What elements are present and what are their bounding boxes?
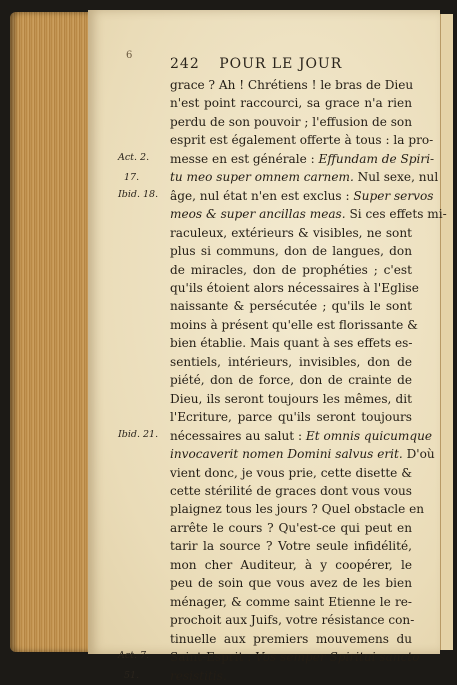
text-run: plus si communs, don de langues, don bbox=[170, 244, 412, 259]
margin-note: Act. 2. bbox=[118, 151, 150, 163]
text-run: Saint-Esprit : bbox=[170, 650, 256, 665]
text-run: sentiels, intérieurs, invisibles, don de bbox=[170, 354, 412, 369]
text-run: tinuelle aux premiers mouvemens du bbox=[170, 631, 412, 646]
text-run: arrête le cours ? Qu'est-ce qui peut en bbox=[170, 520, 412, 535]
page-number: 242 bbox=[170, 56, 200, 72]
text-line bbox=[170, 316, 418, 334]
text-run: tarir la source ? Votre seule infidélité, bbox=[170, 539, 412, 554]
text-run: moins à présent qu'elle est florissante & bbox=[170, 317, 418, 332]
latin-quote: tu meo super omnem carnem. bbox=[170, 170, 354, 185]
text-line bbox=[170, 150, 435, 168]
text-run: qu'ils étoient alors nécessaires à l'Eglise bbox=[170, 280, 419, 295]
text-line bbox=[170, 464, 412, 482]
text-run: bien établie. Mais quant à ses effets es- bbox=[170, 336, 413, 351]
text-line bbox=[170, 482, 412, 500]
running-title: POUR LE JOUR bbox=[219, 56, 343, 72]
text-line bbox=[170, 500, 425, 518]
text-run: l'Ecriture, parce qu'ils seront toujours bbox=[170, 410, 412, 425]
margin-note: Act. 7. bbox=[118, 649, 150, 661]
text-run: âge, nul état n'en est exclus : bbox=[170, 188, 354, 203]
latin-quote: Effundam de Spiri- bbox=[318, 151, 435, 166]
text-line bbox=[170, 94, 412, 112]
latin-quote: Super servos bbox=[353, 188, 434, 203]
text-line bbox=[170, 667, 412, 685]
text-run: vient donc, je vous prie, cette disette & bbox=[170, 465, 412, 480]
text-run: Si ces effets mi- bbox=[345, 207, 447, 222]
margin-note: 51. bbox=[124, 670, 140, 682]
text-line bbox=[170, 574, 412, 592]
text-line bbox=[170, 297, 412, 315]
text-run: grace ? Ah ! Chrétiens ! le bras de Dieu bbox=[170, 78, 414, 92]
text-run: prochoit aux Juifs, votre résistance con- bbox=[170, 613, 415, 628]
text-line bbox=[170, 205, 447, 223]
margin-note: Ibid. 21. bbox=[118, 428, 159, 440]
text-line bbox=[170, 334, 412, 352]
text-line bbox=[170, 427, 433, 445]
latin-quote: Vos semper Spiritui sancto bbox=[255, 650, 420, 665]
text-run: n'est point raccourci, sa grace n'a rien bbox=[170, 96, 412, 111]
text-run: plaignez tous les jours ? Quel obstacle en bbox=[170, 502, 425, 517]
text-run: cette stérilité de graces dont vous vous bbox=[170, 483, 412, 498]
text-run: D'où bbox=[402, 447, 435, 462]
text-run: de miracles, don de prophéties ; c'est bbox=[170, 262, 412, 277]
facing-page-edge bbox=[440, 14, 453, 650]
page-header bbox=[170, 56, 410, 72]
text-line bbox=[170, 261, 412, 279]
text-line bbox=[170, 279, 419, 297]
text-run: perdu de son pouvoir ; l'effusion de son bbox=[170, 114, 412, 129]
text-run: piété, don de force, don de crainte de bbox=[170, 373, 412, 388]
text-line bbox=[170, 353, 412, 371]
text-line bbox=[170, 593, 412, 611]
margin-note: Ibid. 18. bbox=[118, 188, 159, 200]
page-edges bbox=[10, 12, 92, 652]
body-text bbox=[170, 76, 447, 685]
text-line bbox=[170, 519, 412, 537]
text-run: Nul sexe, nul bbox=[353, 170, 439, 185]
text-line bbox=[170, 408, 412, 426]
latin-quote: Et omnis quicumque bbox=[305, 428, 433, 443]
text-line bbox=[170, 224, 412, 242]
text-line bbox=[170, 390, 412, 408]
text-run: nécessaires au salut : bbox=[170, 428, 306, 443]
latin-quote: invocaverit nomen Domini salvus erit. bbox=[170, 447, 403, 462]
text-line bbox=[170, 168, 439, 186]
text-run: Dieu, ils seront toujours les mêmes, dit bbox=[170, 391, 412, 406]
text-line bbox=[170, 611, 415, 629]
text-line bbox=[170, 630, 412, 648]
text-line bbox=[170, 537, 412, 555]
text-line bbox=[170, 187, 434, 205]
text-line bbox=[170, 371, 412, 389]
latin-quote: meos & super ancillas meas. bbox=[170, 207, 346, 222]
text-line bbox=[170, 556, 412, 574]
text-line bbox=[170, 131, 434, 149]
text-line bbox=[170, 113, 412, 131]
text-run: messe en est générale : bbox=[170, 151, 319, 166]
margin-note: 17. bbox=[124, 172, 140, 184]
text-run: naissante & persécutée ; qu'ils le sont bbox=[170, 299, 412, 314]
text-line bbox=[170, 76, 412, 94]
text-run: esprit est également offerte à tous : la pro- bbox=[170, 133, 434, 148]
text-run: ménager, & comme saint Etienne le re- bbox=[170, 594, 412, 609]
corner-mark: 6 bbox=[126, 50, 133, 61]
latin-quote: resistitis. bbox=[170, 668, 227, 683]
text-run: peu de soin que vous avez de les bien bbox=[170, 576, 412, 591]
text-line bbox=[170, 445, 435, 463]
text-run: mon cher Auditeur, à y coopérer, le bbox=[170, 557, 412, 572]
text-run: raculeux, extérieurs & visibles, ne sont bbox=[170, 225, 412, 240]
text-line bbox=[170, 242, 412, 260]
